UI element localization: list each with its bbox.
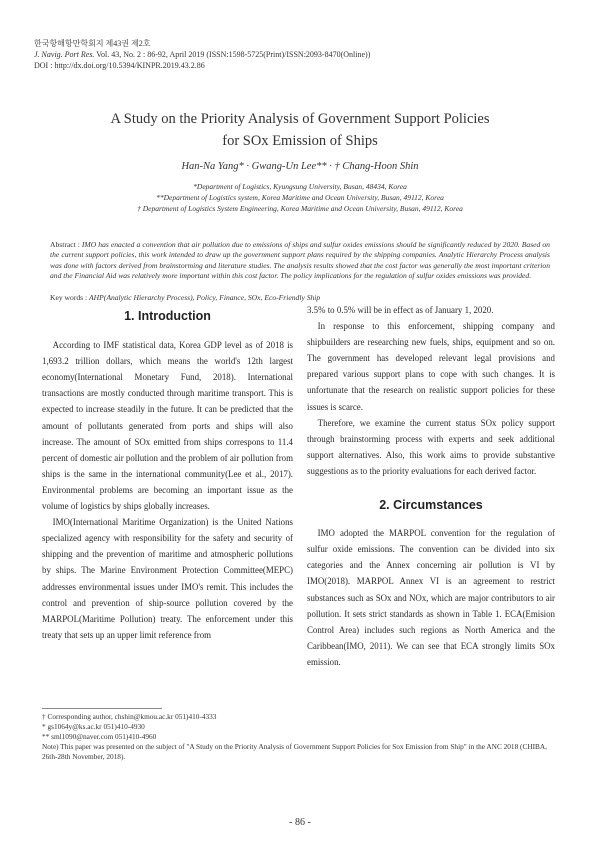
abstract-text: IMO has enacted a convention that air pollution due to emissions of ships and sulfur oxides emissions should be significantly reduced by 2020. Based on the current support policies, this work intended to draw up the government support plans required by the shipping companies. Analytic Hierarchy Process analysis was done with factors derived from brainstorming and literature studies. The analysis results showed that the cost factor was generally the most important criterion and the Financial Aid was relatively more important within this cost factor. The policy implications for the regulation of sulfur oxides emissions was provided. [50,240,550,280]
paper-title-line1: A Study on the Priority Analysis of Government Support Policies [110,111,490,127]
affiliation-3: † Department of Logistics System Engineering, Korea Maritime and Ocean University, Busan, 49112, Korea [137,204,463,213]
page-number: - 86 - [289,817,311,828]
affiliation-1: *Department of Logistics, Kyungsung University, Busan, 48434, Korea [193,182,407,191]
footnote-author-2: * gs1064y@ks.ac.kr 051)410-4930 [42,722,145,731]
left-column [42,306,293,643]
journal-korean-title: 한국항해항만학회지 제43권 제2호 [34,39,151,48]
footnotes [42,712,558,762]
abstract-label: Abstract : [50,240,82,249]
paper-title [0,108,600,152]
journal-volume-info: Vol. 43, No. 2 : 86-92, April 2019 (ISSN:1598-5725(Print)/ISSN:2093-8470(Online)) [94,50,371,59]
section1-paragraph-4: In response to this enforcement, shipping company and shipbuilders are researching new fuels, ships, equipment and so on. The government has developed relevant legal provisions and prepared various support plans to cope with such changes. It is unfortunate that the research on realistic support policies for these issues is scarce. [307,321,555,412]
keywords-text: AHP(Analytic Hierarchy Process), Policy, Finance, SOx, Eco-Friendly Ship [89,293,321,302]
section1-paragraph-2: IMO(International Maritime Organization) is the United Nations specialized agency with responsibility for the safety and security of shipping and the prevention of maritime and atmospheric pollutions by ships. The Marine Environment Protection Committee(MEPC) addresses environmental issues under IMO's remit. This includes the control and prevention of ship-source pollution covered by the MARPOL(Maritime Pollution) treaty. The enforcement under this treaty that sets up an upper limit reference from [42,517,293,640]
section1-paragraph-3: 3.5% to 0.5% will be in effect as of January 1, 2020. [307,305,494,315]
keywords-label: Key words : [50,293,90,302]
journal-abbrev: J. Navig. Port Res. [34,50,95,59]
section2-heading: 2. Circumstances [379,498,483,513]
keywords [50,293,550,302]
footnote-note: Note) This paper was presented on the subject of "A Study on the Priority Analysis of Government Support Policies for Sox Emission from Ship" in the ANC 2018 (CHIBA, 26th-28th November, 2018). [42,742,548,761]
footnote-author-3: ** sml1090@naver.com 051)410-4960 [42,732,157,741]
affiliations [0,181,600,214]
footnote-divider [42,708,162,709]
section1-heading: 1. Introduction [124,309,211,323]
section2-paragraph-1: IMO adopted the MARPOL convention for the regulation of sulfur oxide emissions. The convention can be divided into six categories and the Annex concerning air pollution is VI by IMO(2018). MARPOL Annex VI is an agreement to restrict substances such as SOx and NOx, which are major contributors to air pollution. It sets strict standards as shown in Table 1. ECA(Emision Control Area) includes such regions as North America and the Caribbean(IMO, 2011). We can see that ECA strongly limits SOx emission. [307,528,555,667]
footnote-corresponding: † Corresponding author, chshin@kmou.ac.kr 051)410-4333 [42,712,217,721]
journal-citation [34,49,370,60]
doi-line[interactable]: DOI : http://dx.doi.org/10.5394/KINPR.2019.43.2.86 [34,61,205,70]
affiliation-2: **Department of Logistics system, Korea Maritime and Ocean University, Busan, 49112, Korea [156,193,444,202]
author-list: Han-Na Yang* · Gwang-Un Lee** · † Chang-Hoon Shin [181,161,419,172]
paper-title-line2: for SOx Emission of Ships [222,133,378,149]
section1-paragraph-5: Therefore, we examine the current status SOx policy support through brainstorming process with experts and seek additional support alternatives. Also, this work aims to provide substantive suggestions as to the priority evaluations for each derived factor. [307,417,555,476]
journal-header [34,38,370,71]
abstract [50,240,550,281]
section1-paragraph-1: According to IMF statistical data, Korea GDP level as of 2018 is 1,693.2 trillion dollars, which means the world's 12th largest economy(International Monetary Fund, 2018). International transactions are mostly conducted through maritime transport. This is expected to increase steadily in the future. It can be predicted that the amount of pollutants generated from ports and ships will also increase. The amount of SOx emitted from ships correspons to 11.4 percent of domestic air pollution and the problem of air pollution from ships is the same in the international community(Lee et al., 2017). Environmental problems are becoming an important issue as the volume of logistics by ships globally increases. [42,340,293,512]
right-column [307,302,555,670]
